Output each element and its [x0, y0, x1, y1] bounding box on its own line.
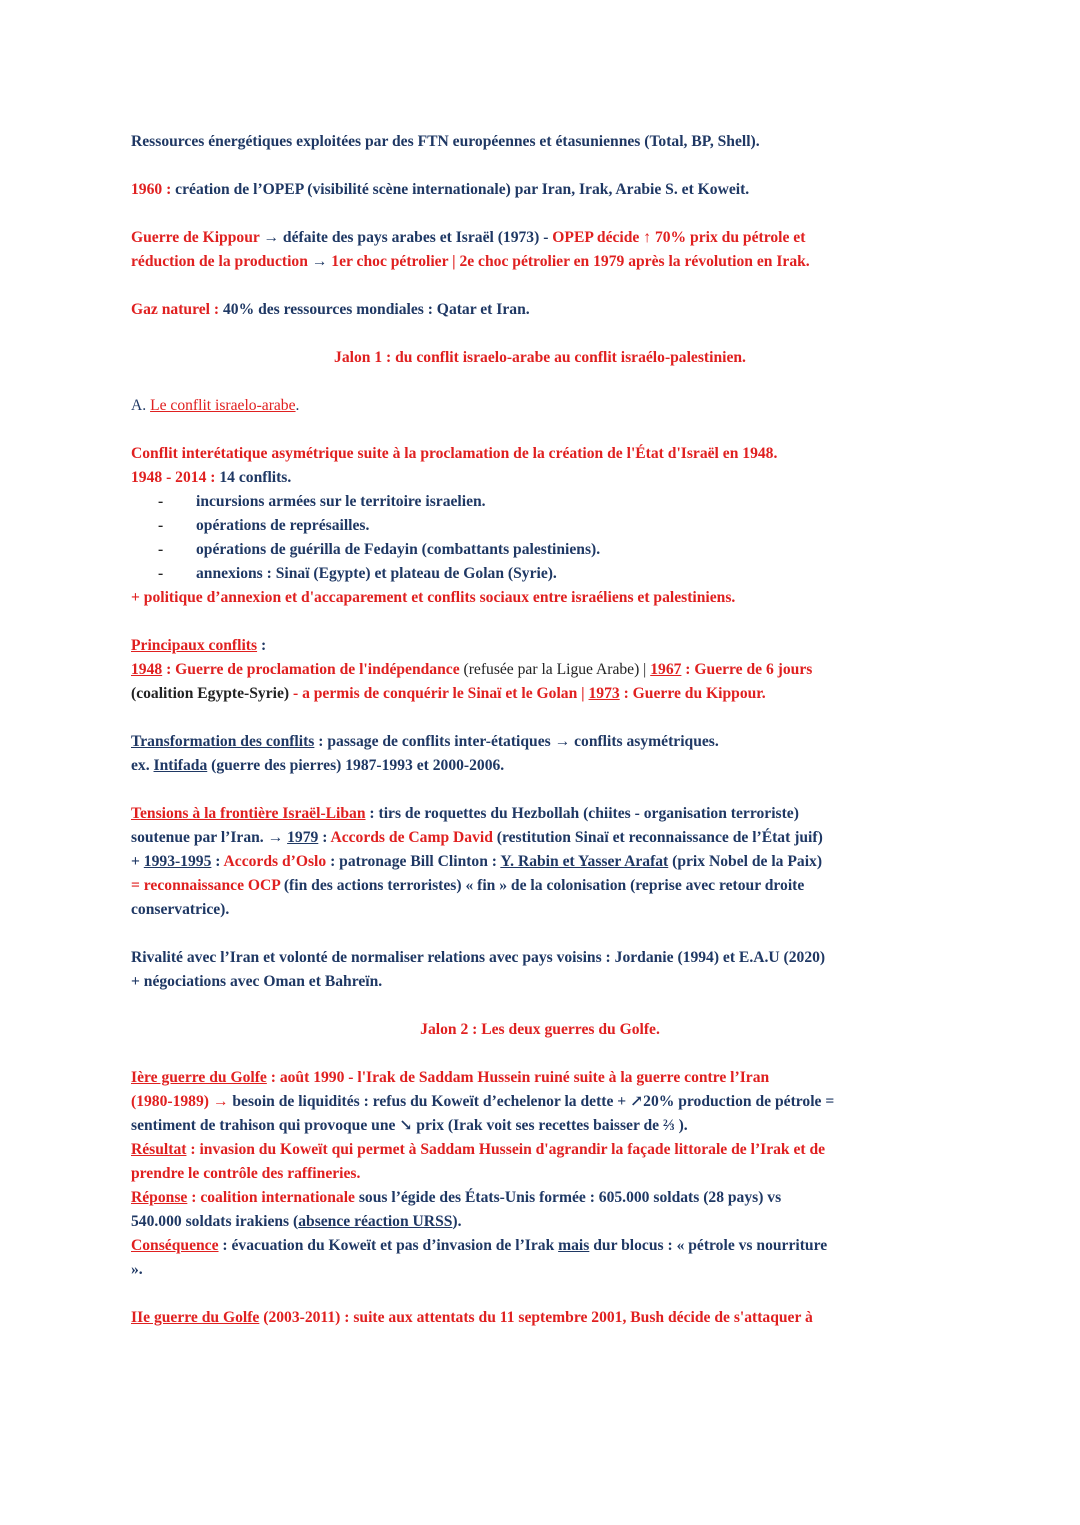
transformation-line-2: ex. Intifada (guerre des pierres) 1987-1993 et 2000-2006. — [131, 757, 505, 774]
principal-conflicts-line-2: (coalition Egypte-Syrie) - a permis de conquérir le Sinaï et le Golan | 1973 : Guerre du Kippour. — [131, 685, 766, 702]
paragraph-opep-creation: 1960 : création de l’OPEP (visibilité scène internationale) par Iran, Irak, Arabie S. et Koweit. — [131, 181, 750, 198]
paragraph-natural-gas: Gaz naturel : 40% des ressources mondiales : Qatar et Iran. — [131, 301, 530, 318]
principal-conflicts-line-1: 1948 : Guerre de proclamation de l'indépendance (refusée par la Ligue Arabe) | 1967 : Guerre de 6 jours — [131, 661, 813, 678]
tensions-line-5: conservatrice). — [131, 901, 230, 918]
gulf-war-1-consequence: Conséquence : évacuation du Koweït et pas d’invasion de l’Irak mais dur blocus : « pétrole vs nourriture — [131, 1237, 828, 1254]
document-page: Ressources énergétiques exploitées par des FTN européennes et étasuniennes (Total, BP, Shell). 1960 : création de l’OPEP (visibilité scène internationale) par Iran, Irak, Arabie S. et Koweit. Guerre de Kippour → défaite des pays arabes et Israël (1973) - OPEP décide ↑ 70% prix du pétrole et réduction de la production → 1er choc pétrolier | 2e choc pétrolier en 1979 après la révolution en Irak. Gaz naturel : 40% des ressources mondiales : Qatar et Iran. Jalon 1 : du conflit israelo-arabe au conflit israélo-palestinien. A. Le conflit israelo-arabe. Conflit interétatique asymétrique suite à la proclamation de la création de l'État d'Israël en 1948. 1948 - 2014 : 14 conflits. - incursions armées sur le territoire israelien. - opérations de représailles. - opérations de guérilla de Fedayin (combattants palestiniens). - annexions : Sinaï (Egypte) et plateau de Golan (Syrie). + politique d’annexion et d'accaparement et conflits sociaux entre israéliens et palestiniens. Principaux conflits : 1948 : Guerre de proclamation de l'indépendance (refusée par la Ligue Arabe) | 1967 : Guerre de 6 jours (coalition Egypte-Syrie) - a permis de conquérir le Sinaï et le Golan | 1973 : Guerre du Kippour. Transformation des conflits : passage de conflits inter-étatiques → conflits asymétriques. ex. Intifada (guerre des pierres) 1987-1993 et 2000-2006. Tensions à la frontière Israël-Liban : tirs de roquettes du Hezbollah (chiites - organisation terroriste) soutenue par l’Iran. → 1979 : Accords de Camp David (restitution Sinaï et reconnaissance de l’État juif) + 1993-1995 : Accords d’Oslo : patronage Bill Clinton : Y. Rabin et Yasser Arafat (prix Nobel de la Paix) = reconnaissance OCP (fin des actions terroristes) « fin » de la colonisation (reprise avec retour droite conservatrice). Rivalité avec l’Iran et volonté de normaliser relations avec pays voisins : Jordanie (1994) et E.A.U (2020) + négociations avec Oman et Bahreïn. Jalon 2 : Les deux guerres du Golfe. Ière guerre du Golfe : août 1990 - l'Irak de Saddam Hussein ruiné suite à la guerre contre l’Iran (1980-1989) → besoin de liquidités : refus du Koweït d’echelenor la dette + ↗20% production de pétrole = sentiment de trahison qui provoque une ↘ prix (Irak voit ses recettes baisser de ⅔ ). Résultat : invasion du Koweït qui permet à Saddam Hussein d'agrandir la façade littorale de l’Irak et de prendre le contrôle des raffineries. Réponse : coalition internationale sous l’égide des États-Unis formée : 605.000 soldats (28 pays) vs 540.000 soldats irakiens (absence réaction URSS). Conséquence : évacuation du Koweït et pas d’invasion de l’Irak mais dur blocus : « pétrole vs nourriture ». IIe guerre du Golfe (2003-2011) : suite aux attentats du 11 septembre 2001, Bush décide de s'attaquer à — [0, 0, 1080, 1525]
bullet-dash: - — [158, 493, 164, 510]
rivalry-line-2: + négociations avec Oman et Bahreïn. — [131, 973, 383, 990]
tensions-line-4: = reconnaissance OCP (fin des actions terroristes) « fin » de la colonisation (reprise avec retour droite — [131, 877, 805, 894]
paragraph-kippour-line-2: réduction de la production → 1er choc pétrolier | 2e choc pétrolier en 1979 après la révolution en Irak. — [131, 253, 810, 270]
bullet-dash: - — [158, 517, 164, 534]
gulf-war-1-line-1: Ière guerre du Golfe : août 1990 - l'Irak de Saddam Hussein ruiné suite à la guerre contre l’Iran — [131, 1069, 770, 1086]
rivalry-line-1: Rivalité avec l’Iran et volonté de normaliser relations avec pays voisins : Jordanie (1994) et E.A.U (2020) — [131, 949, 826, 966]
gulf-war-1-response: Réponse : coalition internationale sous l’égide des États-Unis formée : 605.000 soldats (28 pays) vs — [131, 1189, 782, 1206]
paragraph-kippour-line-1: Guerre de Kippour → défaite des pays arabes et Israël (1973) - OPEP décide ↑ 70% prix du pétrole et — [131, 229, 806, 246]
gulf-war-1-result-2: prendre le contrôle des raffineries. — [131, 1165, 361, 1182]
section-a-heading: A. Le conflit israelo-arabe. — [131, 397, 300, 414]
tensions-line-2: soutenue par l’Iran. → 1979 : Accords de Camp David (restitution Sinaï et reconnaissance de l’État juif) — [131, 829, 823, 846]
gulf-war-1-result: Résultat : invasion du Koweït qui permet à Saddam Hussein d'agrandir la façade littorale de l’Irak et de — [131, 1141, 826, 1158]
date-1960: 1960 : — [131, 181, 172, 198]
paragraph-interstate-conflict: Conflit interétatique asymétrique suite à la proclamation de la création de l'État d'Israël en 1948. — [131, 445, 778, 462]
heading-jalon-2: Jalon 2 : Les deux guerres du Golfe. — [420, 1021, 660, 1038]
gulf-war-1-consequence-2: ». — [131, 1261, 143, 1278]
gulf-war-1-response-2: 540.000 soldats irakiens (absence réaction URSS). — [131, 1213, 462, 1230]
paragraph-annexation-policy: + politique d’annexion et d'accaparement et conflits sociaux entre israéliens et palestiniens. — [131, 589, 736, 606]
gulf-war-2-line-1: IIe guerre du Golfe (2003-2011) : suite aux attentats du 11 septembre 2001, Bush décide de s'attaquer à — [131, 1309, 813, 1326]
tensions-line-3: + 1993-1995 : Accords d’Oslo : patronage Bill Clinton : Y. Rabin et Yasser Arafat (prix Nobel de la Paix) — [131, 853, 823, 870]
bullet-dash: - — [158, 541, 164, 558]
paragraph-conflict-count: 1948 - 2014 : 14 conflits. — [131, 469, 292, 486]
principal-conflicts-heading: Principaux conflits : — [131, 637, 267, 654]
heading-jalon-1: Jalon 1 : du conflit israelo-arabe au conflit israélo-palestinien. — [334, 349, 746, 366]
paragraph-energy-resources: Ressources énergétiques exploitées par des FTN européennes et étasuniennes (Total, BP, Shell). — [131, 133, 760, 150]
transformation-line-1: Transformation des conflits : passage de conflits inter-étatiques → conflits asymétriques. — [131, 733, 719, 750]
gulf-war-1-line-3: sentiment de trahison qui provoque une ↘ prix (Irak voit ses recettes baisser de ⅔ ). — [131, 1117, 688, 1134]
tensions-line-1: Tensions à la frontière Israël-Liban : tirs de roquettes du Hezbollah (chiites - organisation terroriste) — [131, 805, 799, 822]
gulf-war-1-line-2: (1980-1989) → besoin de liquidités : refus du Koweït d’echelenor la dette + ↗20% production de pétrole = — [131, 1093, 835, 1110]
section-a-title: Le conflit israelo-arabe — [150, 397, 296, 414]
bullet-dash: - — [158, 565, 164, 582]
